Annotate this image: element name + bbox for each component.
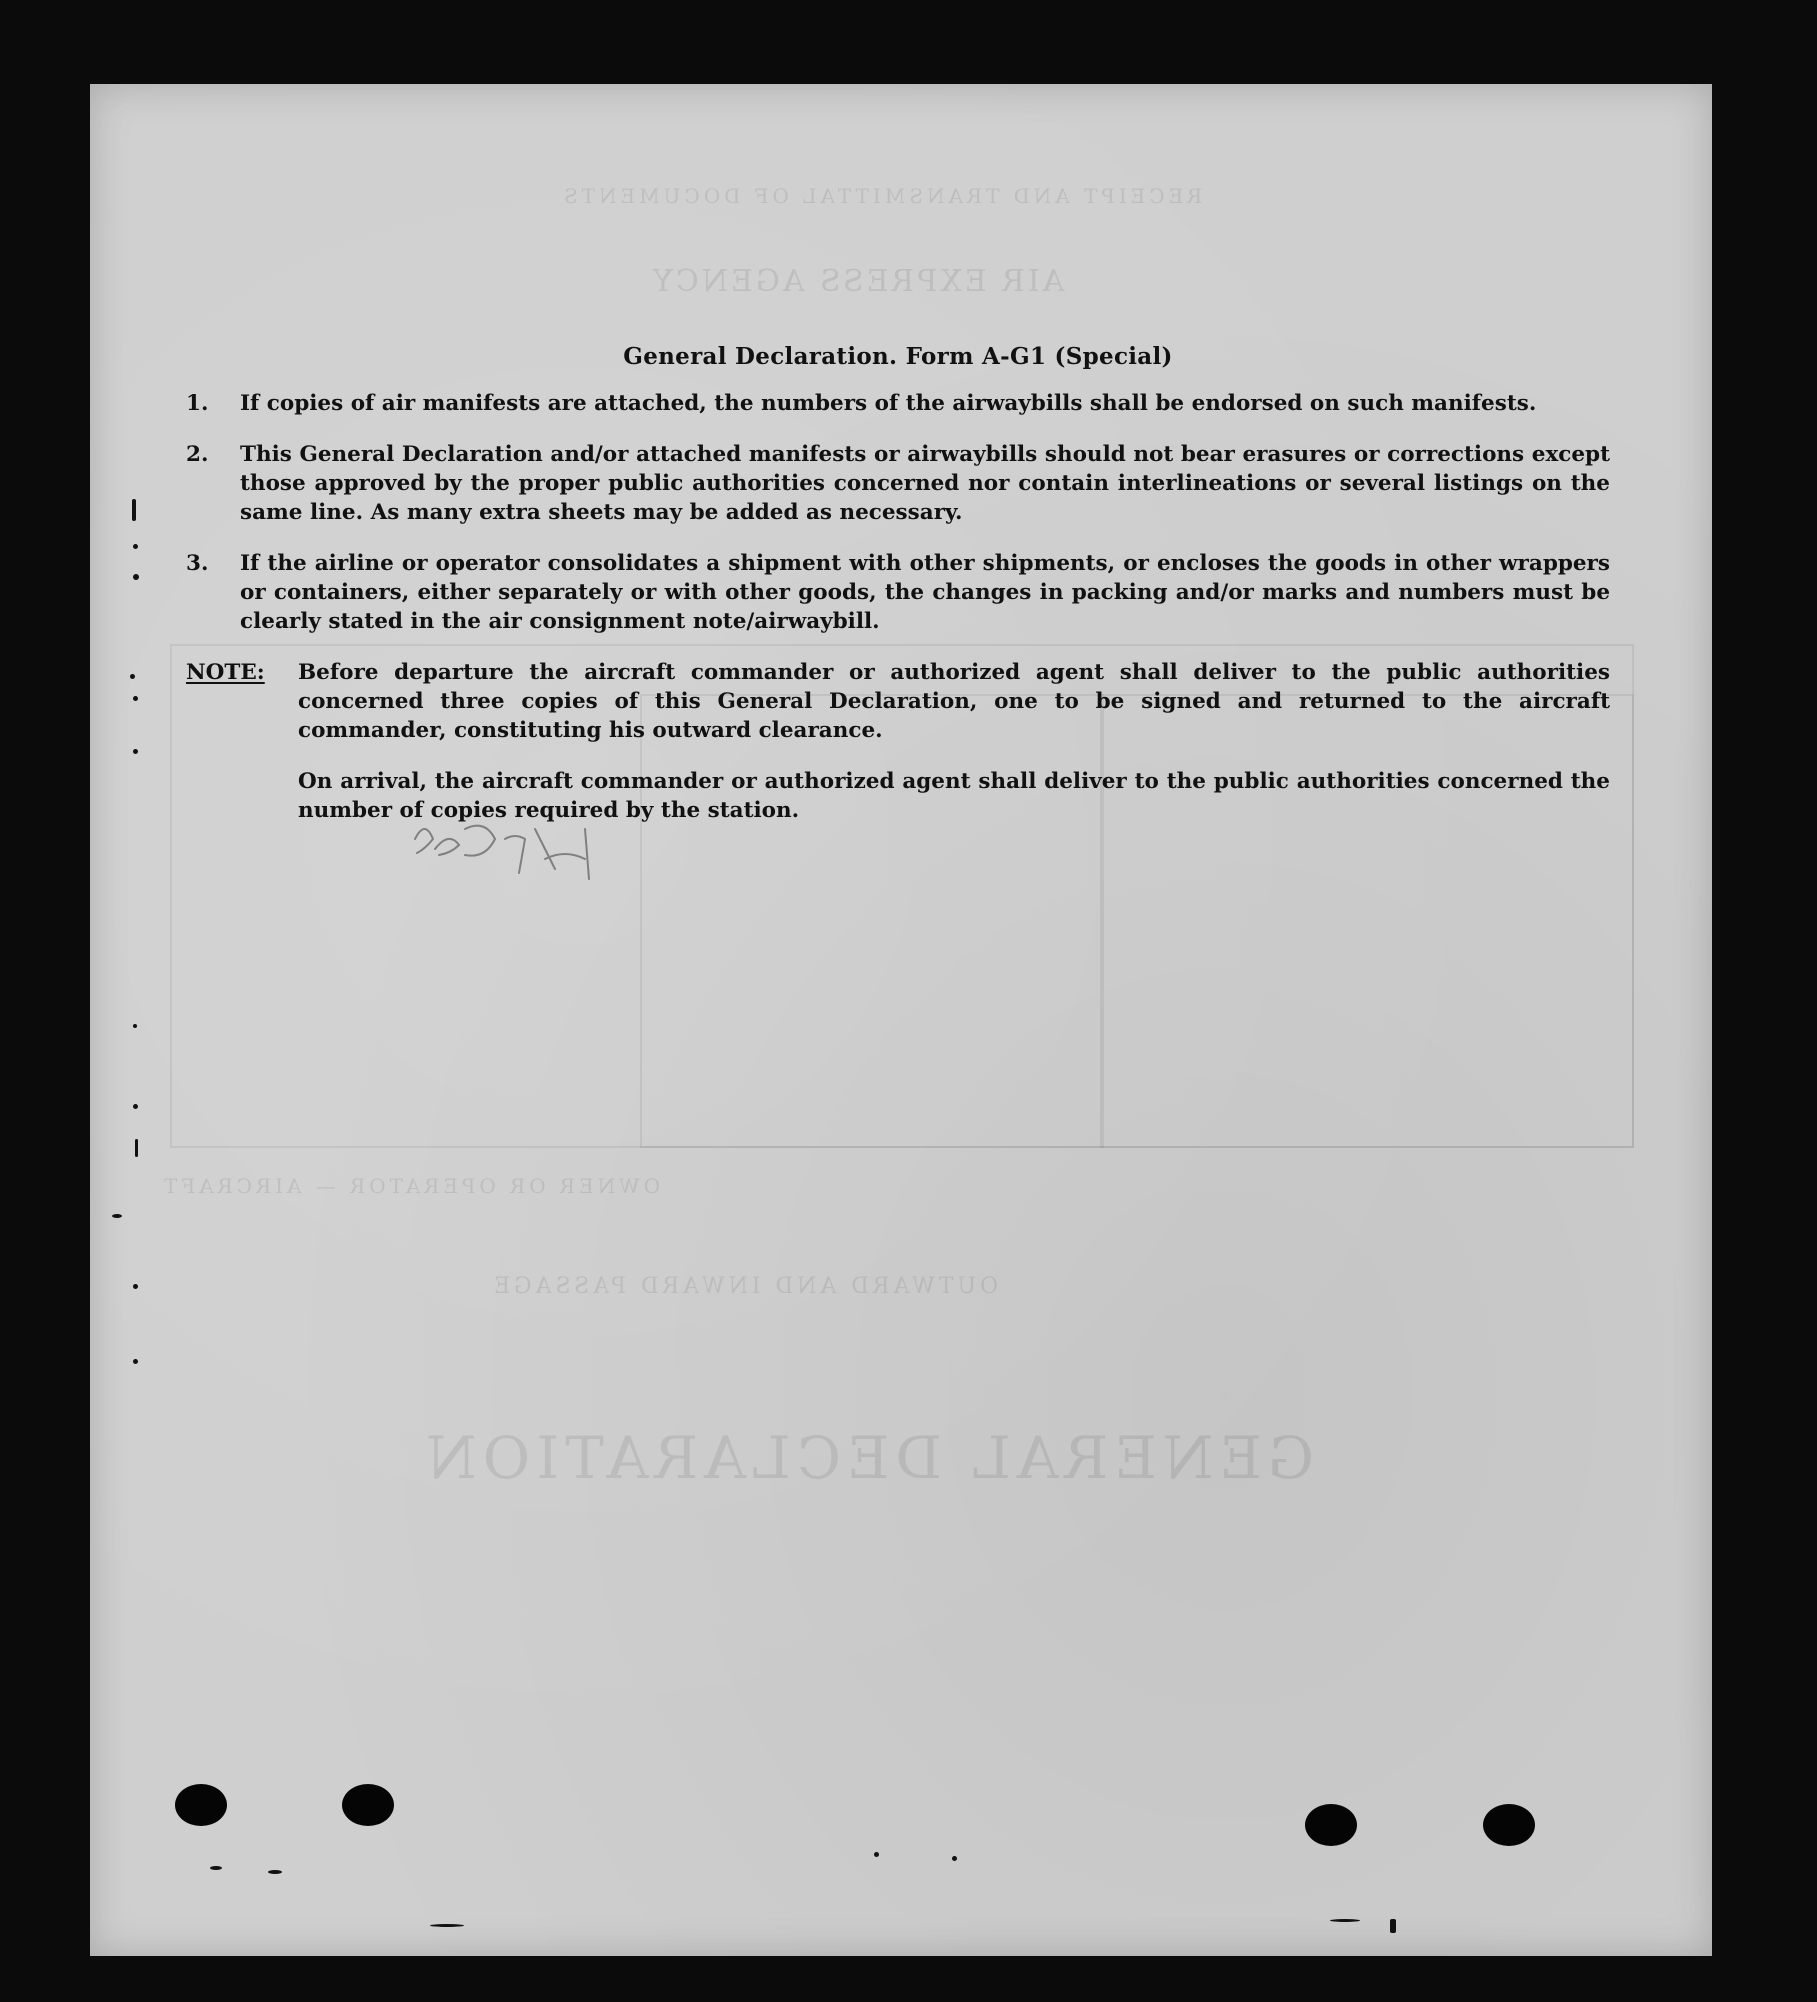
punch-hole	[175, 1784, 227, 1826]
instruction-item-1	[186, 389, 1610, 418]
instruction-item-2	[186, 440, 1610, 527]
bleed-through-line: OUTWARD AND INWARD PASSAGE	[490, 1274, 999, 1299]
bleed-through-heading: GENERAL DECLARATION	[420, 1424, 1315, 1492]
note-label: NOTE:	[186, 660, 265, 685]
margin-speck	[130, 674, 135, 679]
document-page	[90, 84, 1712, 1956]
instruction-item-3	[186, 549, 1610, 636]
margin-speck	[112, 1214, 122, 1218]
item-text: If copies of air manifests are attached, the numbers of the airwaybills shall be endorsed on such manifests.	[240, 391, 1537, 416]
margin-speck	[133, 1024, 137, 1028]
form-title: General Declaration. Form A-G1 (Special)	[623, 343, 1173, 370]
margin-speck	[133, 1284, 138, 1289]
item-number: 1.	[186, 391, 209, 416]
margin-speck	[874, 1852, 879, 1857]
note-block	[186, 658, 1610, 745]
margin-speck	[210, 1866, 222, 1870]
bleed-through-line: OWNER OR OPERATOR — AIRCRAFT	[160, 1174, 661, 1198]
margin-speck	[132, 499, 136, 521]
margin-speck	[1390, 1919, 1396, 1933]
margin-speck	[133, 544, 138, 549]
bleed-through-line: AIR EXPRESS AGENCY	[650, 264, 1065, 299]
punch-hole	[342, 1784, 394, 1826]
item-number: 2.	[186, 442, 209, 467]
bleed-through-line: RECEIPT AND TRANSMITTAL OF DOCUMENTS	[560, 184, 1203, 208]
margin-speck	[135, 1139, 138, 1157]
margin-speck	[133, 1104, 138, 1109]
item-text: This General Declaration and/or attached manifests or airwaybills should not bear erasures or corrections except those approved by the proper public authorities concerned nor contain interlineations or several listings on the same line. As many extra sheets may be added as necessary.	[240, 442, 1610, 525]
general-declaration-instructions	[186, 252, 1610, 825]
margin-speck	[268, 1870, 282, 1874]
margin-speck	[952, 1856, 957, 1861]
note-continuation: On arrival, the aircraft commander or authorized agent shall deliver to the public authorities concerned the number of copies required by the station.	[298, 769, 1610, 823]
margin-speck	[133, 749, 138, 754]
margin-speck	[133, 1359, 138, 1364]
note-text: Before departure the aircraft commander or authorized agent shall deliver to the public authorities concerned three copies of this General Declaration, one to be signed and returned to the aircraft commander, constituting his outward clearance.	[298, 660, 1610, 743]
margin-speck	[430, 1924, 464, 1927]
margin-speck	[133, 696, 138, 701]
item-text: If the airline or operator consolidates a shipment with other shipments, or encloses the goods in other wrappers or containers, either separately or with other goods, the changes in packing and/or marks and numbers must be clearly stated in the air consignment note/airwaybill.	[240, 551, 1610, 634]
item-number: 3.	[186, 551, 209, 576]
punch-hole	[1483, 1804, 1535, 1846]
margin-speck	[133, 574, 139, 580]
punch-hole	[1305, 1804, 1357, 1846]
margin-speck	[1330, 1919, 1360, 1922]
